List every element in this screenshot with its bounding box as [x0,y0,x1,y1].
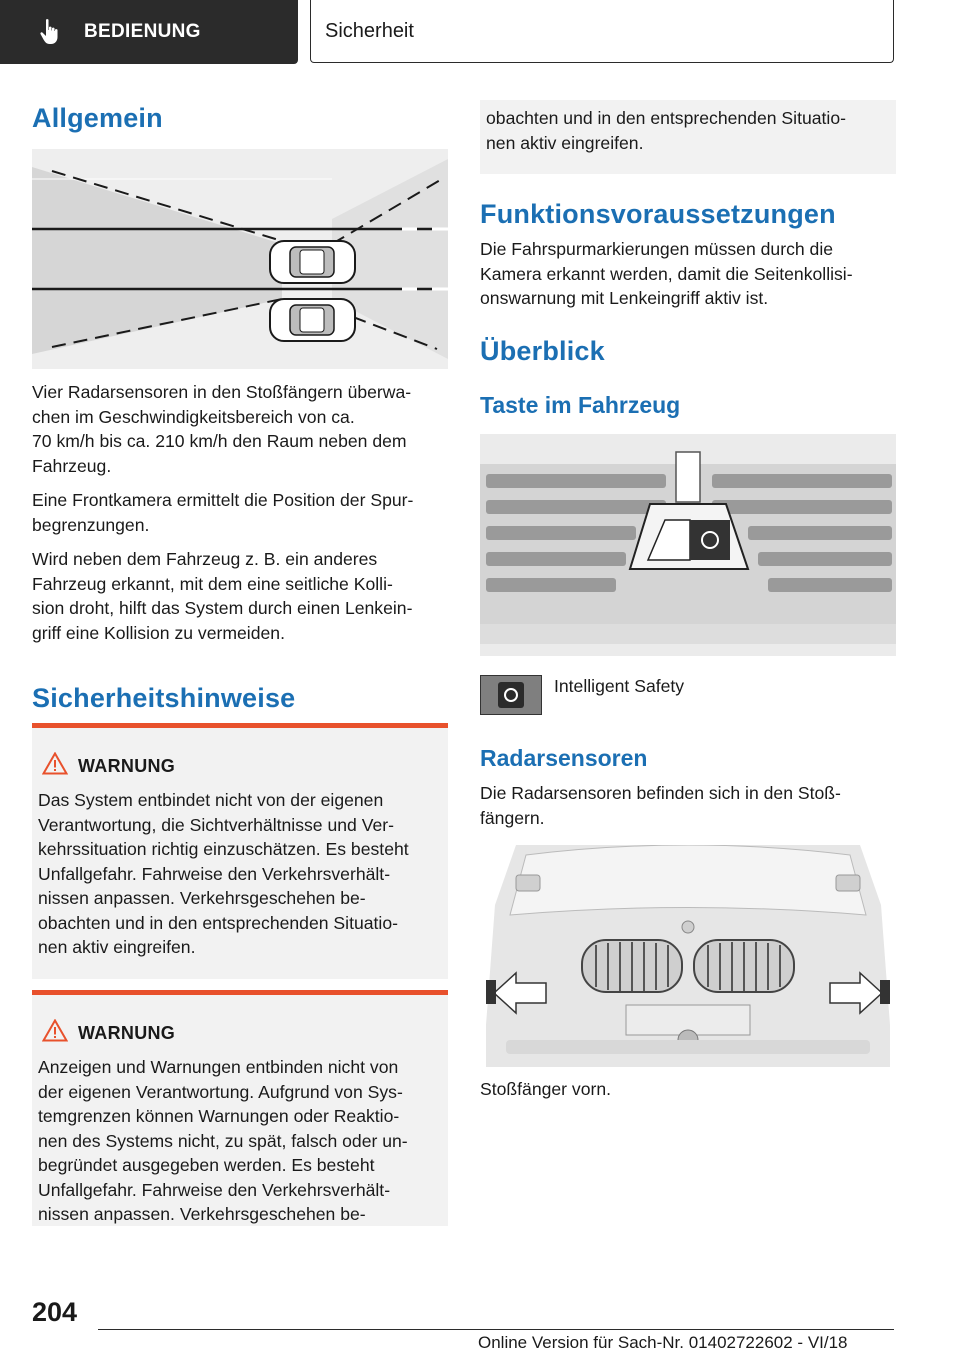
section-label: Sicherheit [325,19,414,42]
text-line: Wird neben dem Fahrzeug z. B. ein anderes [32,549,378,569]
safety-ring-icon [504,688,518,702]
heading-ueberblick: Überblick [480,336,605,366]
text-line: Kamera erkannt werden, damit die Seitenkollisi- [480,263,853,284]
car-bottom [270,299,355,341]
paragraph-funktion [480,237,853,311]
button-location-illustration [480,434,896,656]
page-header [0,0,960,66]
warning-title: WARNUNG [78,1023,176,1043]
text-line: temgrenzen können Warnungen oder Reaktio- [38,1106,400,1126]
safety-button-icon [498,682,524,708]
warning-box-2 [32,990,448,1226]
text-line: Vier Radarsensoren in den Stoßfängern überwa- [32,382,412,402]
text-line: obachten und in den entsprechenden Situatio- [38,912,398,933]
text-line: sion droht, hilft das System durch einen Lenkein- [32,598,413,618]
text-line: griff eine Kollision zu vermeiden. [32,622,285,643]
heading-funktionsvoraussetzungen: Funktionsvoraussetzungen [480,199,836,229]
footer-divider [98,1329,894,1330]
text-line: begrenzungen. [32,514,150,535]
chapter-tab[interactable] [0,0,298,64]
text-line: nissen anpassen. Verkehrsgeschehen be- [38,1204,366,1224]
section-tab[interactable] [310,0,894,63]
text-line: Unfallgefahr. Fahrweise den Verkehrsverhält- [38,863,391,884]
warning-text-continued [486,106,896,155]
dashboard-diagram [480,434,896,656]
warning-title: WARNUNG [78,756,176,776]
bumper-caption: Stoßfänger vorn. [480,1079,612,1099]
warning-text [38,788,448,960]
paragraph-frontkamera [32,488,413,537]
text-line: fängern. [480,807,545,828]
warning-box-continued [480,100,896,174]
heading-radarsensoren: Radarsensoren [480,745,648,771]
text-line: nissen anpassen. Verkehrsgeschehen be- [38,888,366,908]
text-line: Fahrzeug erkannt, mit dem eine seitliche Kolli- [32,573,393,594]
text-line: chen im Geschwindigkeitsbereich von ca. [32,406,355,427]
page-number: 204 [32,1297,78,1327]
warning-text [38,1055,448,1227]
heading-allgemein: Allgemein [32,103,163,133]
text-line: der eigenen Verantwortung. Aufgrund von Sys- [38,1081,403,1102]
hand-pointer-icon [38,18,64,46]
bumper-diagram [486,845,890,1067]
text-line: kehrssituation richtig einzuschätzen. Es besteht [38,839,409,859]
chapter-label: BEDIENUNG [84,21,201,42]
button-caption: Intelligent Safety [554,676,685,696]
text-line: Das System entbindet nicht von der eigenen [38,790,384,810]
text-line: Die Fahrspurmarkierungen müssen durch die [480,239,834,259]
heading-taste-im-fahrzeug: Taste im Fahrzeug [480,392,681,418]
intelligent-safety-button-image [480,675,542,715]
text-line: nen des Systems nicht, zu spät, falsch oder un- [38,1130,408,1151]
text-line: Die Radarsensoren befinden sich in den Stoß- [480,783,841,803]
text-line: Eine Frontkamera ermittelt die Position der Spur- [32,490,414,510]
paragraph-radar-intro [32,380,411,478]
text-line: begründet ausgegeben werden. Es besteht [38,1155,375,1175]
online-version-text: Online Version für Sach-Nr. 01402722602 - VI/18 [478,1333,848,1352]
text-line: Unfallgefahr. Fahrweise den Verkehrsverhält- [38,1179,391,1200]
paragraph-lenkeingriff [32,547,412,645]
warning-box-1 [32,723,448,979]
text-line: obachten und in den entsprechenden Situatio- [486,108,846,128]
heading-sicherheitshinweise: Sicherheitshinweise [32,683,296,713]
bumper-illustration [486,845,890,1067]
warning-triangle-icon [42,752,68,775]
lane-illustration [32,149,448,369]
car-top [270,241,355,283]
warning-triangle-icon [42,1019,68,1042]
text-line: Anzeigen und Warnungen entbinden nicht von [38,1057,399,1077]
text-line: nen aktiv eingreifen. [38,937,196,957]
lane-diagram [32,149,448,369]
text-line: Verantwortung, die Sichtverhältnisse und Ver- [38,814,394,835]
text-line: Fahrzeug. [32,455,112,476]
text-line: onswarnung mit Lenkeingriff aktiv ist. [480,288,769,308]
paragraph-radar [480,781,841,830]
text-line: 70 km/h bis ca. 210 km/h den Raum neben dem [32,431,407,451]
text-line: nen aktiv eingreifen. [486,132,644,153]
